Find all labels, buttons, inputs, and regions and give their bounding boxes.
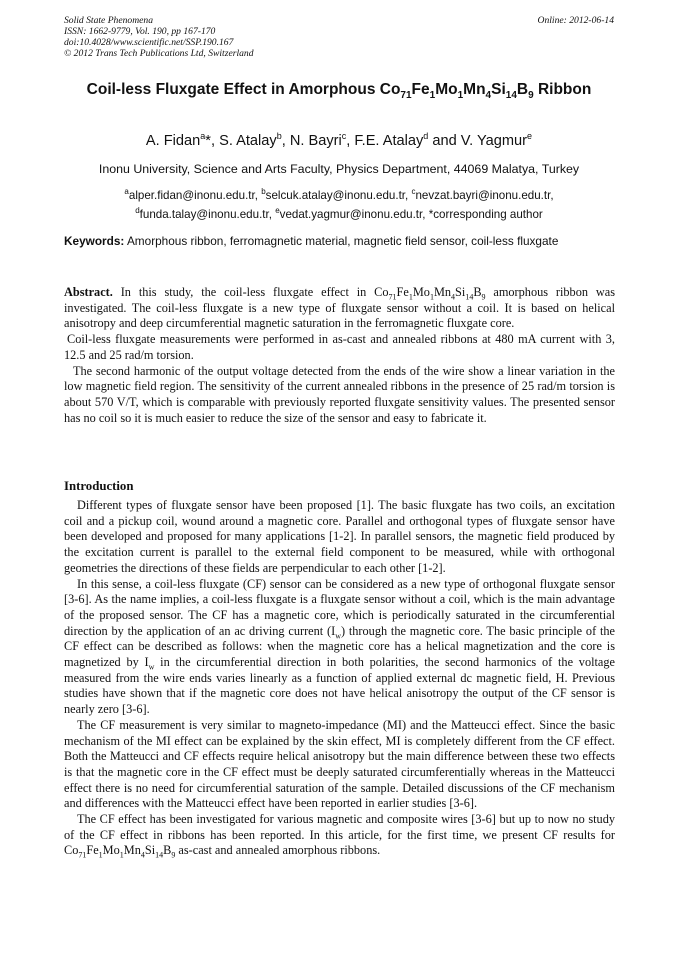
journal-header — [64, 15, 614, 59]
copyright-line: © 2012 Trans Tech Publications Ltd, Switzerland — [64, 48, 254, 59]
email-link[interactable]: selcuk.atalay@inonu.edu.tr, — [265, 188, 412, 202]
doi-line: doi:10.4028/www.scientific.net/SSP.190.167 — [64, 37, 234, 48]
keywords-text: Amorphous ribbon, ferromagnetic material, magnetic field sensor, coil-less fluxgate — [124, 234, 559, 248]
online-date: Online: 2012-06-14 — [537, 15, 614, 26]
intro-paragraph: The CF effect has been investigated for various magnetic and composite wires [3-6] but up to now no study of the CF effect in ribbons has been reported. In this article, for the first time, we present CF results for $Co_{71}Fe_1Mo_1Mn_4Si_{14}B_9$ as-cast and annealed amorphous ribbons. — [64, 812, 615, 860]
abstract-paragraph: Abstract. In this study, the coil-less fluxgate effect in $Co_{71}Fe_1Mo_1Mn_4Si_{14}B_9$ amorphous ribbon was investigated. The coil-less fluxgate is a new type of fluxgate sensor without a coil. It is based on helical anisotropy and deep circumferential magnetic saturation in the ferromagnetic fluxgate core. — [64, 285, 615, 331]
introduction — [64, 498, 615, 859]
email-link[interactable]: nevzat.bayri@inonu.edu.tr, — [415, 188, 554, 202]
section-heading-introduction: Introduction — [64, 479, 134, 493]
abstract — [64, 285, 615, 426]
keywords — [64, 234, 624, 248]
keywords-label: Keywords: — [64, 234, 125, 248]
paper-title: Coil-less Fluxgate Effect in Amorphous $Co_{71}Fe_1Mo_1Mn_4Si_{14}B_9$ Ribbon — [86, 81, 592, 102]
corresponding-note: *corresponding author — [428, 207, 543, 221]
author-emails: $^a$alper.fidan@inonu.edu.tr, $^b$selcuk.atalay@inonu.edu.tr, $^c$nevzat.bayri@inonu.edu.tr, $^d$funda.talay@inonu.edu.tr, $^e$vedat.yagmur@inonu.edu.tr, *corresponding author — [124, 187, 554, 221]
author-list: A. Fidan$^a$*, S. Atalay$^b$, N. Bayri$^c$, F.E. Atalay$^d$ and V. Yagmur$^e$ — [145, 131, 533, 149]
issn-line: ISSN: 1662-9779, Vol. 190, pp 167-170 — [64, 26, 216, 37]
author-name: A. Fidan — [145, 132, 201, 149]
author-name: F.E. Atalay — [354, 132, 424, 149]
intro-paragraph: In this sense, a coil-less fluxgate (CF) sensor can be considered as a new type of orthogonal fluxgate sensor [3-6]. As the name implies, a coil-less fluxgate is a fluxgate sensor without a coil, which is the main advantage of the proposed sensor. The CF has a magnetic core, which is periodically saturated in the circumferential direction by the application of an ac driving current $(I_w)$ through the magnetic core. The basic principle of the CF effect can be described as follows: when the magnetic core has a helical magnetization and the core is magnetized by $I_w$ in the circumferential direction in both polarities, the second harmonics of the voltage measured from the wire ends varies linearly as a function of applied external dc magnetic field, H. Previous studies have shown that if the magnetic core does not have helical anisotropy the output of the CF sensor is nearly zero [3-6]. — [64, 576, 615, 717]
intro-paragraph: Different types of fluxgate sensor have been proposed [1]. The basic fluxgate has two coils, an excitation coil and a pickup coil, wound around a magnetic core. Parallel and orthogonal types of fluxgate sensor have been developed and proposed for many applications [1-2]. In parallel sensors, the magnetic field produced by the excitation current is parallel to the external field component to be measured, while with orthogonal geometries the directions of these fields are perpendicular to each other [1-2]. — [64, 498, 615, 575]
intro-paragraph: The CF measurement is very similar to magneto-impedance (MI) and the Matteucci effect. Since the basic mechanism of the MI effect can be explained by the skin effect, MI is completely different from the CF effect. Both the Matteucci and CF effects require helical anisotropy but the main difference between these two effects is that the magnetic core in the CF effect must be deeply saturated circumferentially whereas in the Matteucci effect there is no need for circumferential saturation of the sample. Detailed discussions of the CF mechanism and differences with the Matteucci effect have been reported in earlier studies [3-6]. — [64, 717, 615, 811]
author-name: S. Atalay — [219, 132, 277, 149]
author-name: N. Bayri — [289, 132, 342, 149]
abstract-label: Abstract. — [64, 285, 113, 299]
author-name: V. Yagmur — [460, 132, 528, 149]
email-link[interactable]: alper.fidan@inonu.edu.tr, — [128, 188, 262, 202]
abstract-paragraph: Coil-less fluxgate measurements were performed in as-cast and annealed ribbons at 480 mA current with 3, 12.5 and 25 rad/m torsion. — [64, 332, 615, 362]
affiliation: Inonu University, Science and Arts Faculty, Physics Department, 44069 Malatya, Turkey — [98, 162, 580, 176]
email-link[interactable]: vedat.yagmur@inonu.edu.tr, — [279, 207, 429, 221]
journal-name: Solid State Phenomena — [64, 15, 153, 26]
abstract-paragraph: The second harmonic of the output voltage detected from the ends of the wire show a linear variation in the low magnetic field region. The sensitivity of the current annealed ribbons in the presence of 25 rad/m torsion is about 570 V/T, which is comparable with previously reported fluxgate sensitivity values. The presented sensor has no coil so it is much easier to reduce the size of the sensor and easy to fabricate it. — [64, 363, 615, 425]
email-link[interactable]: funda.talay@inonu.edu.tr, — [139, 207, 276, 221]
